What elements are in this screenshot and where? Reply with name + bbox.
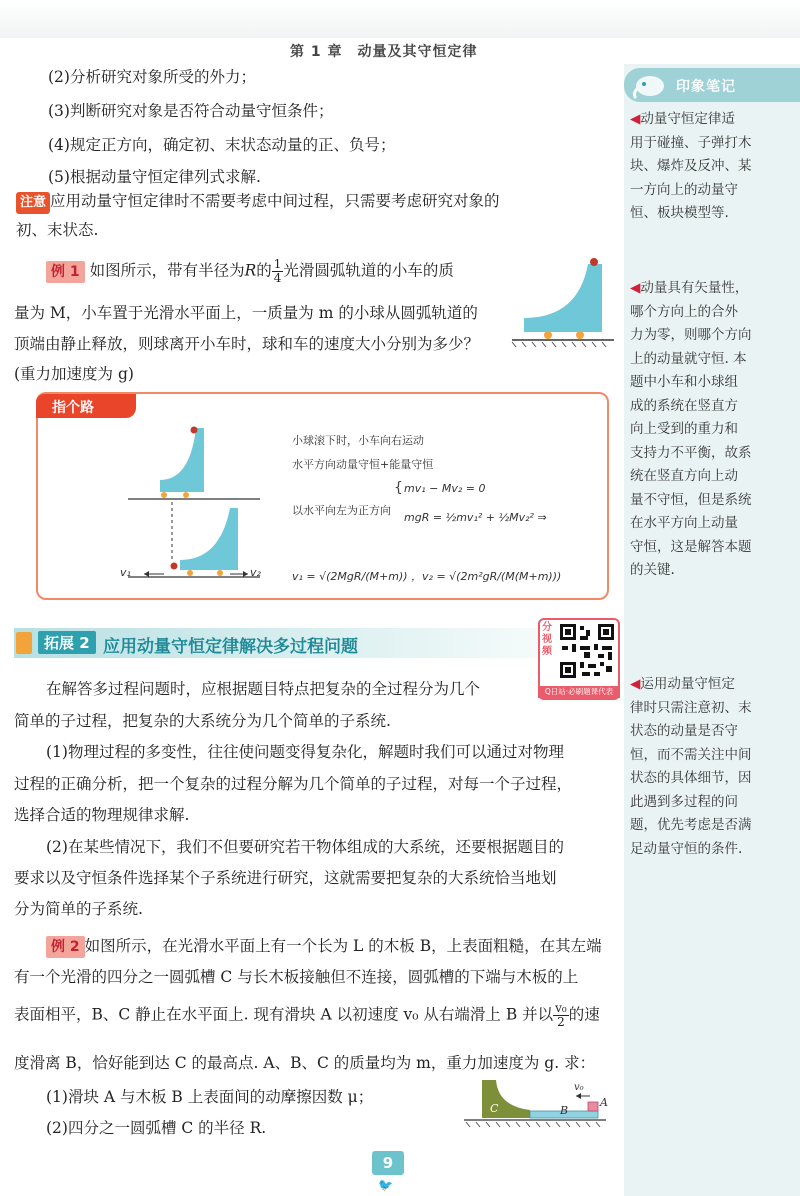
sidebar-title: 印象笔记 (676, 79, 736, 95)
example2-question-2: (2)四分之一圆弧槽 C 的半径 R. (46, 1119, 267, 1137)
step-2: (2)分析研究对象所受的外力； (48, 68, 256, 86)
guide-result: v₁ = √(2MgR/(M+m)) ，v₂ = √(2m²gR/(M(M+m))) (292, 570, 562, 583)
body-p1-line1: 在解答多过程问题时，应根据题目特点把复杂的全过程分为几个 (46, 680, 481, 698)
extension-title: 应用动量守恒定律解决多过程问题 (103, 637, 358, 657)
elephant-icon (630, 70, 670, 100)
step-5: (5)根据动量守恒定律列式求解. (48, 168, 261, 186)
sidebar-note-1: ◀动量守恒定律适 用于碰撞、子弹打木 块、爆炸及反冲、某 一方向上的动量守 恒、板块模型等. (630, 111, 752, 221)
v2-label: v₂ (250, 566, 261, 579)
note-line-2: 初、末状态. (16, 221, 99, 239)
note-label: 注意 (16, 192, 50, 214)
body-p2-line1: (1)物理过程的多变性，往往使问题变得复杂化，解题时我们可以通过对物理 (46, 743, 564, 761)
guide-label: 指个路 (52, 400, 94, 416)
example1-line1: 例 1 如图所示，带有半径为R的 $\frac{1}{4}$ 光滑圆弧轨道的小车的质 (46, 258, 454, 285)
example1-cart-figure (508, 252, 618, 352)
guide-text-3: 以水平向左为正方向 (292, 504, 391, 517)
book-icon (16, 632, 32, 654)
body-p3-line1: (2)在某些情况下，我们不但要研究若干物体组成的大系统，还要根据题目的 (46, 838, 564, 856)
qr-side-text: 分视频 (542, 622, 552, 657)
label-C: C (490, 1102, 499, 1115)
example2-line4: 度滑离 B，恰好能到达 C 的最高点. A、B、C 的质量均为 m，重力加速度为 g. 求： (14, 1054, 596, 1072)
note-line-1: 注意 应用动量守恒定律时不需要考虑中间过程，只需要考虑研究对象的 (16, 190, 500, 214)
extension-label: 拓展 2 (38, 631, 96, 654)
label-B: B (560, 1104, 569, 1117)
guide-text-2: 水平方向动量守恒+能量守恒 (292, 458, 434, 471)
body-p1-line2: 简单的子过程，把复杂的大系统分为几个简单的子系统. (14, 712, 391, 730)
body-p2-line3: 选择合适的物理规律求解. (14, 806, 190, 824)
example2-line3: 表面相平，B、C 静止在水平面上. 现有滑块 A 以初速度 v₀ 从右端滑上 B 并以 $\frac{\text{v₀}}{2}$ 的速 (14, 1001, 600, 1029)
chapter-title: 第 1 章 动量及其守恒定律 (290, 44, 478, 60)
bird-icon: 🐦 (378, 1178, 393, 1192)
sidebar (624, 64, 800, 1196)
half-v0-fraction: $\frac{\text{v₀}}{2}$ (555, 1001, 567, 1029)
body-p3-line2: 要求以及守恒条件选择某个子系统进行研究，这就需要把复杂的大系统恰当地划 (14, 869, 557, 887)
qr-code-icon[interactable] (558, 622, 616, 680)
example2-label: 例 2 (46, 936, 85, 958)
page-number: 9 (372, 1151, 404, 1175)
example2-line2: 有一个光滑的四分之一圆弧槽 C 与长木板接触但不连接，圆弧槽的下端与木板的上 (14, 968, 579, 986)
example2-question-1: (1)滑块 A 与木板 B 上表面间的动摩擦因数 μ； (46, 1088, 374, 1106)
step-4: (4)规定正方向，确定初、末状态动量的正、负号； (48, 136, 396, 154)
body-p3-line3: 分为简单的子系统. (14, 900, 143, 918)
guide-text-1: 小球滚下时，小车向右运动 (292, 434, 424, 447)
v1-label: v₁ (120, 566, 131, 579)
header-band (0, 0, 800, 38)
guide-figure (120, 420, 270, 590)
example2-line1: 例 2 如图所示，在光滑水平面上有一个长为 L 的木板 B，上表面粗糙，在其左端 (46, 935, 602, 958)
sidebar-note-2: ◀动量具有矢量性， 哪个方向上的合外 力为零，则哪个方向 上的动量就守恒. 本 题中小车和小球组 成的系统在竖直方 向上受到的重力和 支持力不平衡，故系 统在竖直方向上动 量不守恒，但是系统 在水平方向上动量 守恒，这是解答本题 的关键. (630, 280, 752, 578)
example2-figure (460, 1076, 610, 1136)
guide-eq-2: mgR = ½mv₁² + ½Mv₂² ⇒ (404, 511, 547, 524)
example1-label: 例 1 (46, 261, 85, 283)
sidebar-note-3: ◀运用动量守恒定 律时只需注意初、末 状态的动量是否守 恒，而不需关注中间 状态的具体细节，因 此遇到多过程的问 题，优先考虑是否满 足动量守恒的条件. (630, 676, 752, 857)
quarter-fraction: $\frac{1}{4}$ (273, 257, 282, 285)
example1-line2: 量为 M，小车置于光滑水平面上，一质量为 m 的小球从圆弧轨道的 (14, 304, 478, 322)
example1-line3: 顶端由静止释放，则球离开小车时，球和车的速度大小分别为多少？ (14, 335, 480, 353)
body-p2-line2: 过程的正确分析，把一个复杂的过程分解为几个简单的子过程，对每一个子过程， (14, 775, 573, 793)
example1-line4: (重力加速度为 g) (14, 365, 134, 383)
brace-icon: { (394, 480, 403, 496)
guide-eq-1: mv₁ − Mv₂ = 0 (404, 482, 486, 495)
qr-caption: Q日站·必刷题课代表 (538, 686, 620, 698)
label-A: A (600, 1096, 608, 1109)
label-v0: v₀ (574, 1082, 584, 1093)
step-3: (3)判断研究对象是否符合动量守恒条件； (48, 102, 334, 120)
